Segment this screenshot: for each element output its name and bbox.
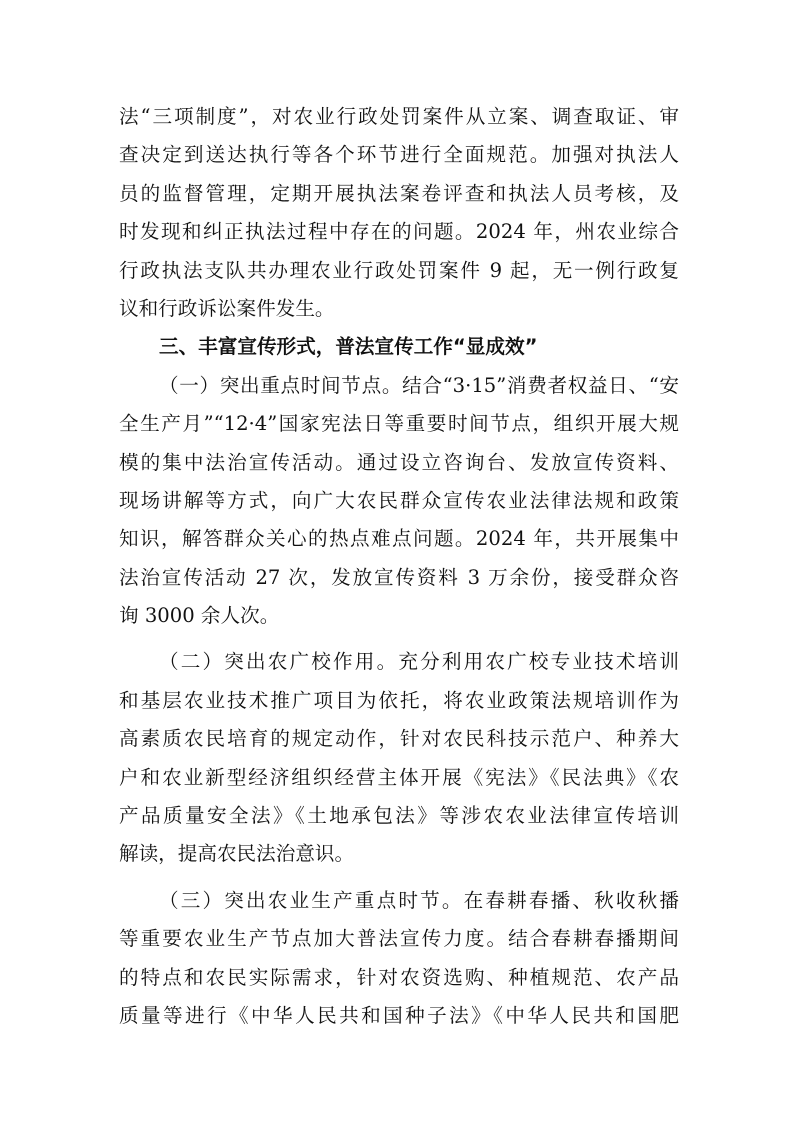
text-fragment: 在春耕春播、秋收秋播 [463, 888, 680, 912]
paragraph-farm-school [119, 643, 679, 873]
text-line: 知识，解答群众关心的热点难点问题。2024 年，共开展集中 [119, 527, 679, 551]
text-line: 查决定到送达执行等各个环节进行全面规范。加强对执法人 [119, 143, 679, 167]
text-line: 现场讲解等方式，向广大农民群众宣传农业法律法规和政策 [119, 488, 679, 512]
text-line: 时发现和纠正执法过程中存在的问题。2024 年，州农业综合 [119, 220, 679, 244]
text-line [119, 882, 679, 920]
text-line: 质量等进行《中华人民共和国种子法》《中华人民共和国肥 [119, 1003, 679, 1027]
paragraph-gap [119, 635, 679, 643]
text-line: 全生产月”“12·4”国家宪法日等重要时间节点，组织开展大规 [119, 412, 679, 436]
text-line: 产品质量安全法》《土地承包法》等涉农农业法律宣传培训 [119, 804, 679, 828]
paragraph-gap [119, 874, 679, 882]
text-line: 询 3000 余人次。 [119, 604, 280, 628]
document-page [119, 98, 679, 1035]
text-line: 的特点和农民实际需求，针对农资选购、种植规范、农产品 [119, 965, 679, 989]
section-heading: 三、丰富宣传形式，普法宣传工作“显成效” [159, 335, 538, 359]
subsection-title: （一）突出重点时间节点。 [159, 373, 403, 397]
text-line: 法治宣传活动 27 次，发放宣传资料 3 万余份，接受群众咨 [119, 565, 679, 589]
text-line: 和基层农业技术推广项目为依托，将农业政策法规培训作为 [119, 688, 679, 712]
text-line: 法“三项制度”，对农业行政处罚案件从立案、调查取证、审 [119, 105, 679, 128]
text-line: 员的监督管理，定期开展执法案卷评查和执法人员考核，及 [119, 181, 679, 205]
text-fragment: 充分利用农广校专业技术培训 [398, 650, 680, 674]
text-line: 行政执法支队共办理农业行政处罚案件 9 起，无一例行政复 [119, 258, 679, 282]
text-line [119, 643, 679, 681]
text-line [119, 367, 679, 405]
text-line: 等重要农业生产节点加大普法宣传力度。结合春耕春播期间 [119, 927, 679, 951]
text-line: 模的集中法治宣传活动。通过设立咨询台、发放宣传资料、 [119, 450, 679, 474]
subsection-title: （二）突出农广校作用。 [159, 650, 399, 674]
text-line: 议和行政诉讼案件发生。 [119, 296, 335, 320]
subsection-title: （三）突出农业生产重点时节。 [159, 888, 464, 912]
paragraph-enforcement [119, 98, 679, 328]
paragraph-key-dates [119, 367, 679, 636]
text-line: 户和农业新型经济组织经营主体开展《宪法》《民法典》《农 [119, 765, 679, 789]
text-line: 高素质农民培育的规定动作，针对农民科技示范户、种养大 [119, 727, 679, 751]
text-fragment: 结合“3·15”消费者权益日、“安 [402, 373, 680, 397]
paragraph-farming-season [119, 882, 679, 1036]
text-line: 解读，提高农民法治意识。 [119, 842, 355, 866]
